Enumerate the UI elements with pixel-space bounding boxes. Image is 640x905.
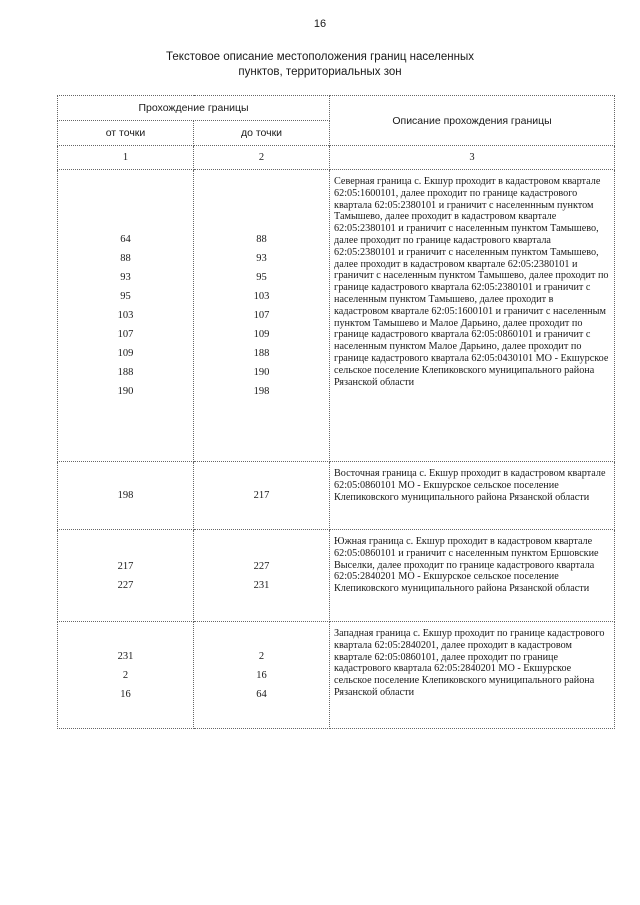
from-point: 88 xyxy=(120,253,131,264)
from-points-cell xyxy=(58,530,194,622)
boundary-description: Северная граница с. Екшур проходит в кадастровом квартале 62:05:1600101, далее проходит по границе кадастрового квартала 62:05:2380101 и граничит с населеннным пунктом Тамышево, далее проходит в кадастровом квартале 62:05:2380101 и граничит с населенным пунктом Тамышево, далее проходит по границе кадастрового квартала 62:05:2380101 и граничит с населенным пунктом Тамышево, далее проходит в кадастровом квартале 62:05:2380101 и граничит с населенным пунктом Тамышево, далее проходит по границе кадастрового квартала 62:05:2380101 и граничит с населенным пунктом Тамышево, далее проходит в кадастровом квартале 62:05:1600101 и граничит с населенным пунктом Тамышево и Малое Дарьино, далее проходит по границе кадастрового квартала 62:05:0860101 и граничит с населенным пунктом Малое Дарьино, далее проходит по границе кадастрового квартала 62:05:0430101 МО - Екшурское сельское поселение Клепиковского муниципального района Рязанской области xyxy=(330,170,615,462)
table-row xyxy=(58,530,615,622)
from-point: 217 xyxy=(117,560,134,572)
header-boundary-passage: Прохождение границы xyxy=(58,96,330,121)
title-line-2: пунктов, территориальных зон xyxy=(238,66,402,78)
from-point: 95 xyxy=(120,291,131,302)
to-point: 2 xyxy=(258,650,265,662)
column-number-1: 1 xyxy=(58,146,194,170)
from-point: 188 xyxy=(117,367,134,378)
table-row xyxy=(58,622,615,729)
from-point: 109 xyxy=(117,348,134,359)
boundary-table xyxy=(57,95,615,729)
from-point: 107 xyxy=(117,329,134,340)
to-points-cell xyxy=(194,170,330,462)
to-point: 103 xyxy=(253,291,270,302)
to-point: 16 xyxy=(256,669,267,681)
to-point: 93 xyxy=(256,253,267,264)
to-point: 88 xyxy=(256,234,267,245)
to-points-cell xyxy=(194,622,330,729)
table-row xyxy=(58,170,615,462)
column-number-3: 3 xyxy=(330,146,615,170)
to-point: 109 xyxy=(253,329,270,340)
boundary-description: Южная граница с. Екшур проходит в кадастровом квартале 62:05:0860101 и граничит с населенным пунктом Ершовские Выселки, далее проходит по границе кадастрового квартала 62:05:2840201 МО - Екшурское сельское поселение Клепиковского муниципального района Рязанской области xyxy=(330,530,615,622)
table-row xyxy=(58,462,615,530)
header-from-point: от точки xyxy=(58,121,194,146)
from-point: 2 xyxy=(122,669,129,681)
to-point: 64 xyxy=(256,688,267,700)
to-point: 190 xyxy=(253,367,270,378)
column-number-row xyxy=(58,146,615,170)
to-point: 107 xyxy=(253,310,270,321)
boundary-description: Западная граница с. Екшур проходит по границе кадастрового квартала 62:05:2840201, далее проходит в кадастровом квартале 62:05:0860101, далее проходит по границе кадастрового квартала 62:05:2840201 МО - Екшурское сельское поселение Клепиковского муниципального района Рязанской области xyxy=(330,622,615,729)
boundary-description: Восточная граница с. Екшур проходит в кадастровом квартале 62:05:0860101 МО - Екшурское сельское поселение Клепиковского муниципального района Рязанской области xyxy=(330,462,615,530)
from-points-cell xyxy=(58,622,194,729)
page-number: 16 xyxy=(313,18,327,30)
header-description: Описание прохождения границы xyxy=(330,96,615,146)
title-line-1: Текстовое описание местоположения границ населенных xyxy=(166,51,474,63)
to-point: 231 xyxy=(253,579,270,591)
header-row-group xyxy=(58,96,615,121)
from-point: 93 xyxy=(120,272,131,283)
to-point: 198 xyxy=(253,386,270,397)
from-point: 103 xyxy=(117,310,134,321)
document-title xyxy=(0,50,640,80)
from-point: 64 xyxy=(120,234,131,245)
to-points-cell xyxy=(194,462,330,530)
to-points-cell xyxy=(194,530,330,622)
to-point: 227 xyxy=(253,560,270,572)
to-point: 95 xyxy=(256,272,267,283)
column-number-2: 2 xyxy=(194,146,330,170)
header-to-point: до точки xyxy=(194,121,330,146)
from-point: 16 xyxy=(120,688,131,700)
from-point: 190 xyxy=(117,386,134,397)
from-point: 198 xyxy=(117,490,134,501)
to-point: 188 xyxy=(253,348,270,359)
from-points-cell xyxy=(58,462,194,530)
from-point: 227 xyxy=(117,579,134,591)
from-point: 231 xyxy=(117,650,134,662)
from-points-cell xyxy=(58,170,194,462)
to-point: 217 xyxy=(253,490,270,501)
